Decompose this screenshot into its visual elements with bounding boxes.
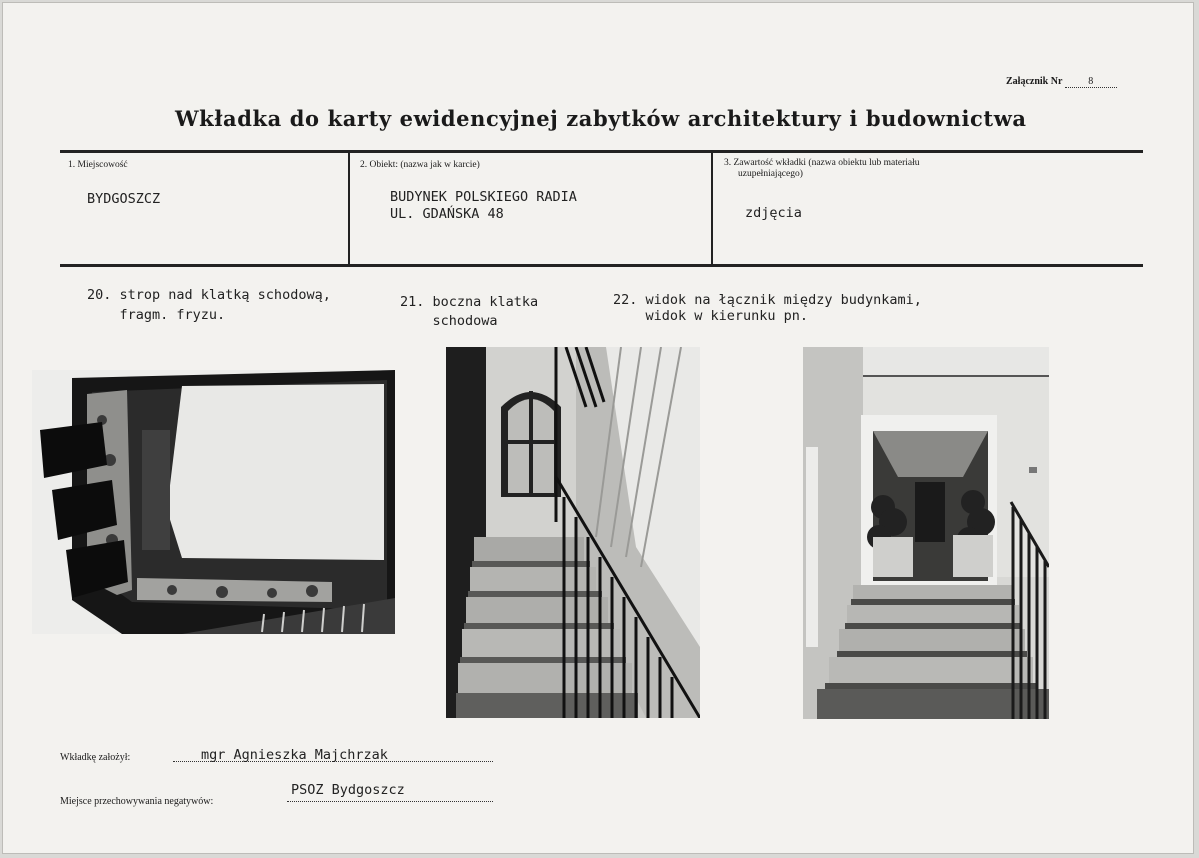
photo-21-staircase — [446, 347, 700, 718]
content-label-2: uzupełniającego) — [738, 169, 803, 179]
author-label: Wkładkę założył: — [60, 752, 131, 763]
header-divider-1 — [348, 152, 350, 265]
caption-20-line2: fragm. fryzu. — [87, 307, 226, 323]
header-top-rule — [60, 150, 1143, 153]
storage-value: PSOZ Bydgoszcz — [291, 782, 405, 798]
annex-number — [1006, 76, 1117, 88]
place-value: BYDGOSZCZ — [87, 191, 161, 207]
header-divider-2 — [711, 152, 713, 265]
place-label: 1. Miejscowość — [68, 160, 128, 170]
annex-number-value: 8 — [1065, 76, 1117, 88]
caption-21-line2: schodowa — [400, 313, 498, 329]
object-address: UL. GDAŃSKA 48 — [390, 206, 504, 222]
caption-22-line1: 22. widok na łącznik między budynkami, — [613, 292, 922, 308]
storage-dotted-line — [287, 801, 493, 802]
photo-22-corridor — [803, 347, 1049, 719]
photo-22-image — [803, 347, 1049, 719]
inventory-card — [2, 2, 1194, 854]
content-value: zdjęcia — [745, 205, 802, 221]
storage-label: Miejsce przechowywania negatywów: — [60, 796, 214, 807]
object-label: 2. Obiekt: (nazwa jak w karcie) — [360, 160, 480, 170]
page-title: Wkładka do karty ewidencyjnej zabytków architektury i budownictwa — [175, 106, 1027, 131]
content-label-1: 3. Zawartość wkładki (nazwa obiektu lub materiału — [724, 158, 920, 168]
photo-21-image — [446, 347, 700, 718]
annex-label: Załącznik Nr — [1006, 76, 1063, 87]
photo-20-ceiling — [32, 370, 395, 634]
caption-22-line2: widok w kierunku pn. — [613, 308, 809, 324]
photo-20-image — [32, 370, 395, 634]
header-bottom-rule — [60, 264, 1143, 267]
author-value: mgr Agnieszka Majchrzak — [201, 747, 388, 763]
object-name: BUDYNEK POLSKIEGO RADIA — [390, 189, 577, 205]
caption-21-line1: 21. boczna klatka — [400, 294, 539, 310]
caption-20-line1: 20. strop nad klatką schodową, — [87, 287, 331, 303]
